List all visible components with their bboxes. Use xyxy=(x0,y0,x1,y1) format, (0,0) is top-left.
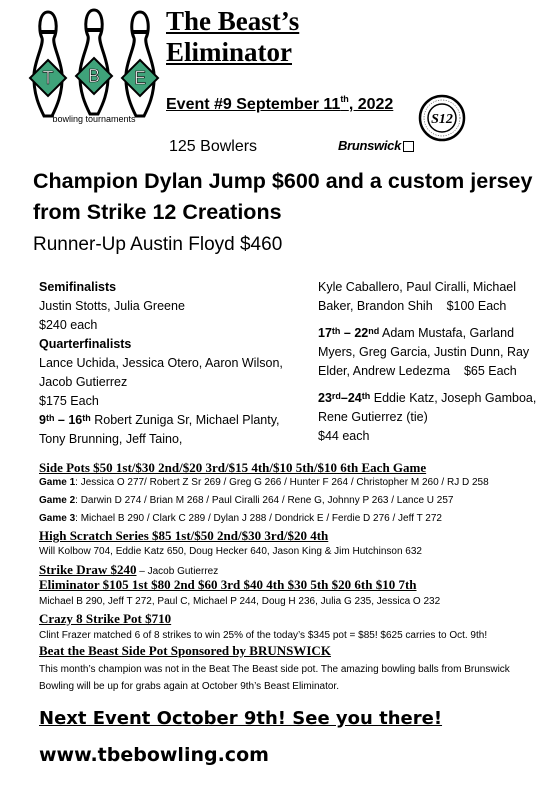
logo-caption: bowling tournaments xyxy=(52,114,136,124)
game-3-row xyxy=(39,512,549,526)
game-3-label: Game 3 xyxy=(39,513,76,524)
event-suffix: , 2022 xyxy=(348,96,394,113)
place-17-22: 17th – 22nd Adam Mustafa, Garland Myers, Greg Garcia, Justin Dunn, Ray Elder, Andrew Ledezma $65 Each xyxy=(318,326,530,378)
game-2-row xyxy=(39,494,549,508)
game-1-scores: : Jessica O 277/ Robert Z Sr 269 / Greg G 266 / Hunter F 264 / Christopher M 260 / RJ D 258 xyxy=(75,477,489,488)
next-event-line: Next Event October 9th! See you there! xyxy=(39,708,443,729)
quarterfinalists-label: Quarterfinalists xyxy=(39,337,132,351)
event-sup: th xyxy=(340,94,349,104)
high-scratch-header: High Scratch Series $85 1st/$50 2nd/$30 3rd/$20 4th xyxy=(39,528,329,543)
place-17-names: Adam Mustafa, Garland Myers, Greg Garcia, Justin Dunn, Ray Elder, Andrew Ledezma xyxy=(318,326,530,378)
place-9-cont-names: Kyle Caballero, Paul Ciralli, Michael Baker, Brandon Shih xyxy=(318,280,516,313)
place-9-16: 9th – 16th Robert Zuniga Sr, Michael Planty, Tony Brunning, Jeff Taino, xyxy=(39,413,280,446)
eliminator-section xyxy=(39,577,549,609)
svg-text:S12: S12 xyxy=(431,112,453,127)
game-1-label: Game 1 xyxy=(39,477,76,488)
game-2-label: Game 2 xyxy=(39,495,76,506)
bowler-count: 125 Bowlers xyxy=(169,138,258,155)
runner-up-line: Runner-Up Austin Floyd $460 xyxy=(33,234,283,255)
logo-letter-b: B xyxy=(87,66,101,86)
game-1-row xyxy=(39,476,549,490)
beat-beast-section xyxy=(39,643,549,695)
standings-right-column xyxy=(318,278,543,446)
event-prefix: Event #9 September 11 xyxy=(166,96,341,113)
place-9-prize: $100 Each xyxy=(446,299,507,313)
place-23-to: 24 xyxy=(347,391,362,405)
place-9-16-continued xyxy=(318,278,543,316)
side-pots-section xyxy=(39,460,549,526)
title-line-1: The Beast’s xyxy=(166,6,300,36)
place-17-prize: $65 Each xyxy=(463,364,517,378)
place-23-prize: $44 each xyxy=(318,429,370,443)
logo-letter-e: E xyxy=(133,68,147,88)
strike-draw-text: – Jacob Gutierrez xyxy=(136,566,219,577)
strike-draw-header: Strike Draw $240 xyxy=(39,562,137,577)
eliminator-header: Eliminator $105 1st $80 2nd $60 3rd $40 4th $30 5th $20 6th $10 7th xyxy=(39,577,417,592)
place-17-from: 17 xyxy=(318,326,332,340)
place-9-names: Robert Zuniga Sr, Michael Planty, Tony Brunning, Jeff Taino, xyxy=(39,413,280,446)
strike12-seal-icon xyxy=(418,94,466,142)
game-3-scores: : Michael B 290 / Clark C 289 / Dylan J 288 / Dondrick E / Ferdie D 276 / Jeff T 272 xyxy=(75,513,442,524)
tbe-logo xyxy=(28,8,160,124)
high-scratch-section xyxy=(39,528,549,559)
brunswick-mark-icon xyxy=(403,141,414,152)
champion-line: Champion Dylan Jump $600 and a custom jersey from Strike 12 Creations xyxy=(33,169,533,224)
semifinalists-names: Justin Stotts, Julia Greene xyxy=(39,299,185,313)
standings-left-column xyxy=(39,278,289,449)
high-scratch-text: Will Kolbow 704, Eddie Katz 650, Doug Hecker 640, Jason King & Jim Hutchinson 632 xyxy=(39,546,422,557)
semifinalists-label: Semifinalists xyxy=(39,280,117,294)
crazy8-section xyxy=(39,611,549,643)
quarterfinalists-names: Lance Uchida, Jessica Otero, Aaron Wilson, Jacob Gutierrez xyxy=(39,356,283,389)
beat-beast-text: This month’s champion was not in the Beat The Beast side pot. The amazing bowling balls from Brunswick Bowling will be up for grabs again at October 9th’s Beast Eliminator. xyxy=(39,664,510,692)
brunswick-wordmark: Brunswick xyxy=(338,138,402,153)
crazy8-text: Clint Frazer matched 6 of 8 strikes to win 25% of the today’s $345 pot = $85! $625 carries to Oct. 9th! xyxy=(39,630,488,641)
page-title xyxy=(166,6,299,68)
side-pots-header: Side Pots $50 1st/$30 2nd/$20 3rd/$15 4th/$10 5th/$10 6th Each Game xyxy=(39,460,427,475)
place-23-from: 23 xyxy=(318,391,332,405)
game-2-scores: : Darwin D 274 / Brian M 268 / Paul Ciralli 264 / Rene G, Johnny P 263 / Lance U 257 xyxy=(75,495,454,506)
place-23-names: Eddie Katz, Joseph Gamboa, Rene Gutierrez (tie) xyxy=(318,391,537,424)
beat-beast-header: Beat the Beast Side Pot Sponsored by BRUNSWICK xyxy=(39,643,331,658)
eliminator-text: Michael B 290, Jeff T 272, Paul C, Michael P 244, Doug H 236, Julia G 235, Jessica O 232 xyxy=(39,596,441,607)
place-23-24: 23rd–24th Eddie Katz, Joseph Gamboa, Rene Gutierrez (tie) xyxy=(318,391,537,424)
title-line-2: Eliminator xyxy=(166,37,292,67)
semifinalists-prize: $240 each xyxy=(39,318,98,332)
brunswick-logo xyxy=(338,138,414,153)
website-link[interactable]: www.tbebowling.com xyxy=(39,744,269,766)
place-9-to: 16 xyxy=(68,413,83,427)
crazy8-header: Crazy 8 Strike Pot $710 xyxy=(39,611,172,626)
event-date xyxy=(166,96,393,114)
place-17-to: 22 xyxy=(354,326,369,340)
place-9-from: 9 xyxy=(39,413,46,427)
logo-letter-t: T xyxy=(42,68,54,88)
quarterfinalists-prize: $175 Each xyxy=(39,394,99,408)
